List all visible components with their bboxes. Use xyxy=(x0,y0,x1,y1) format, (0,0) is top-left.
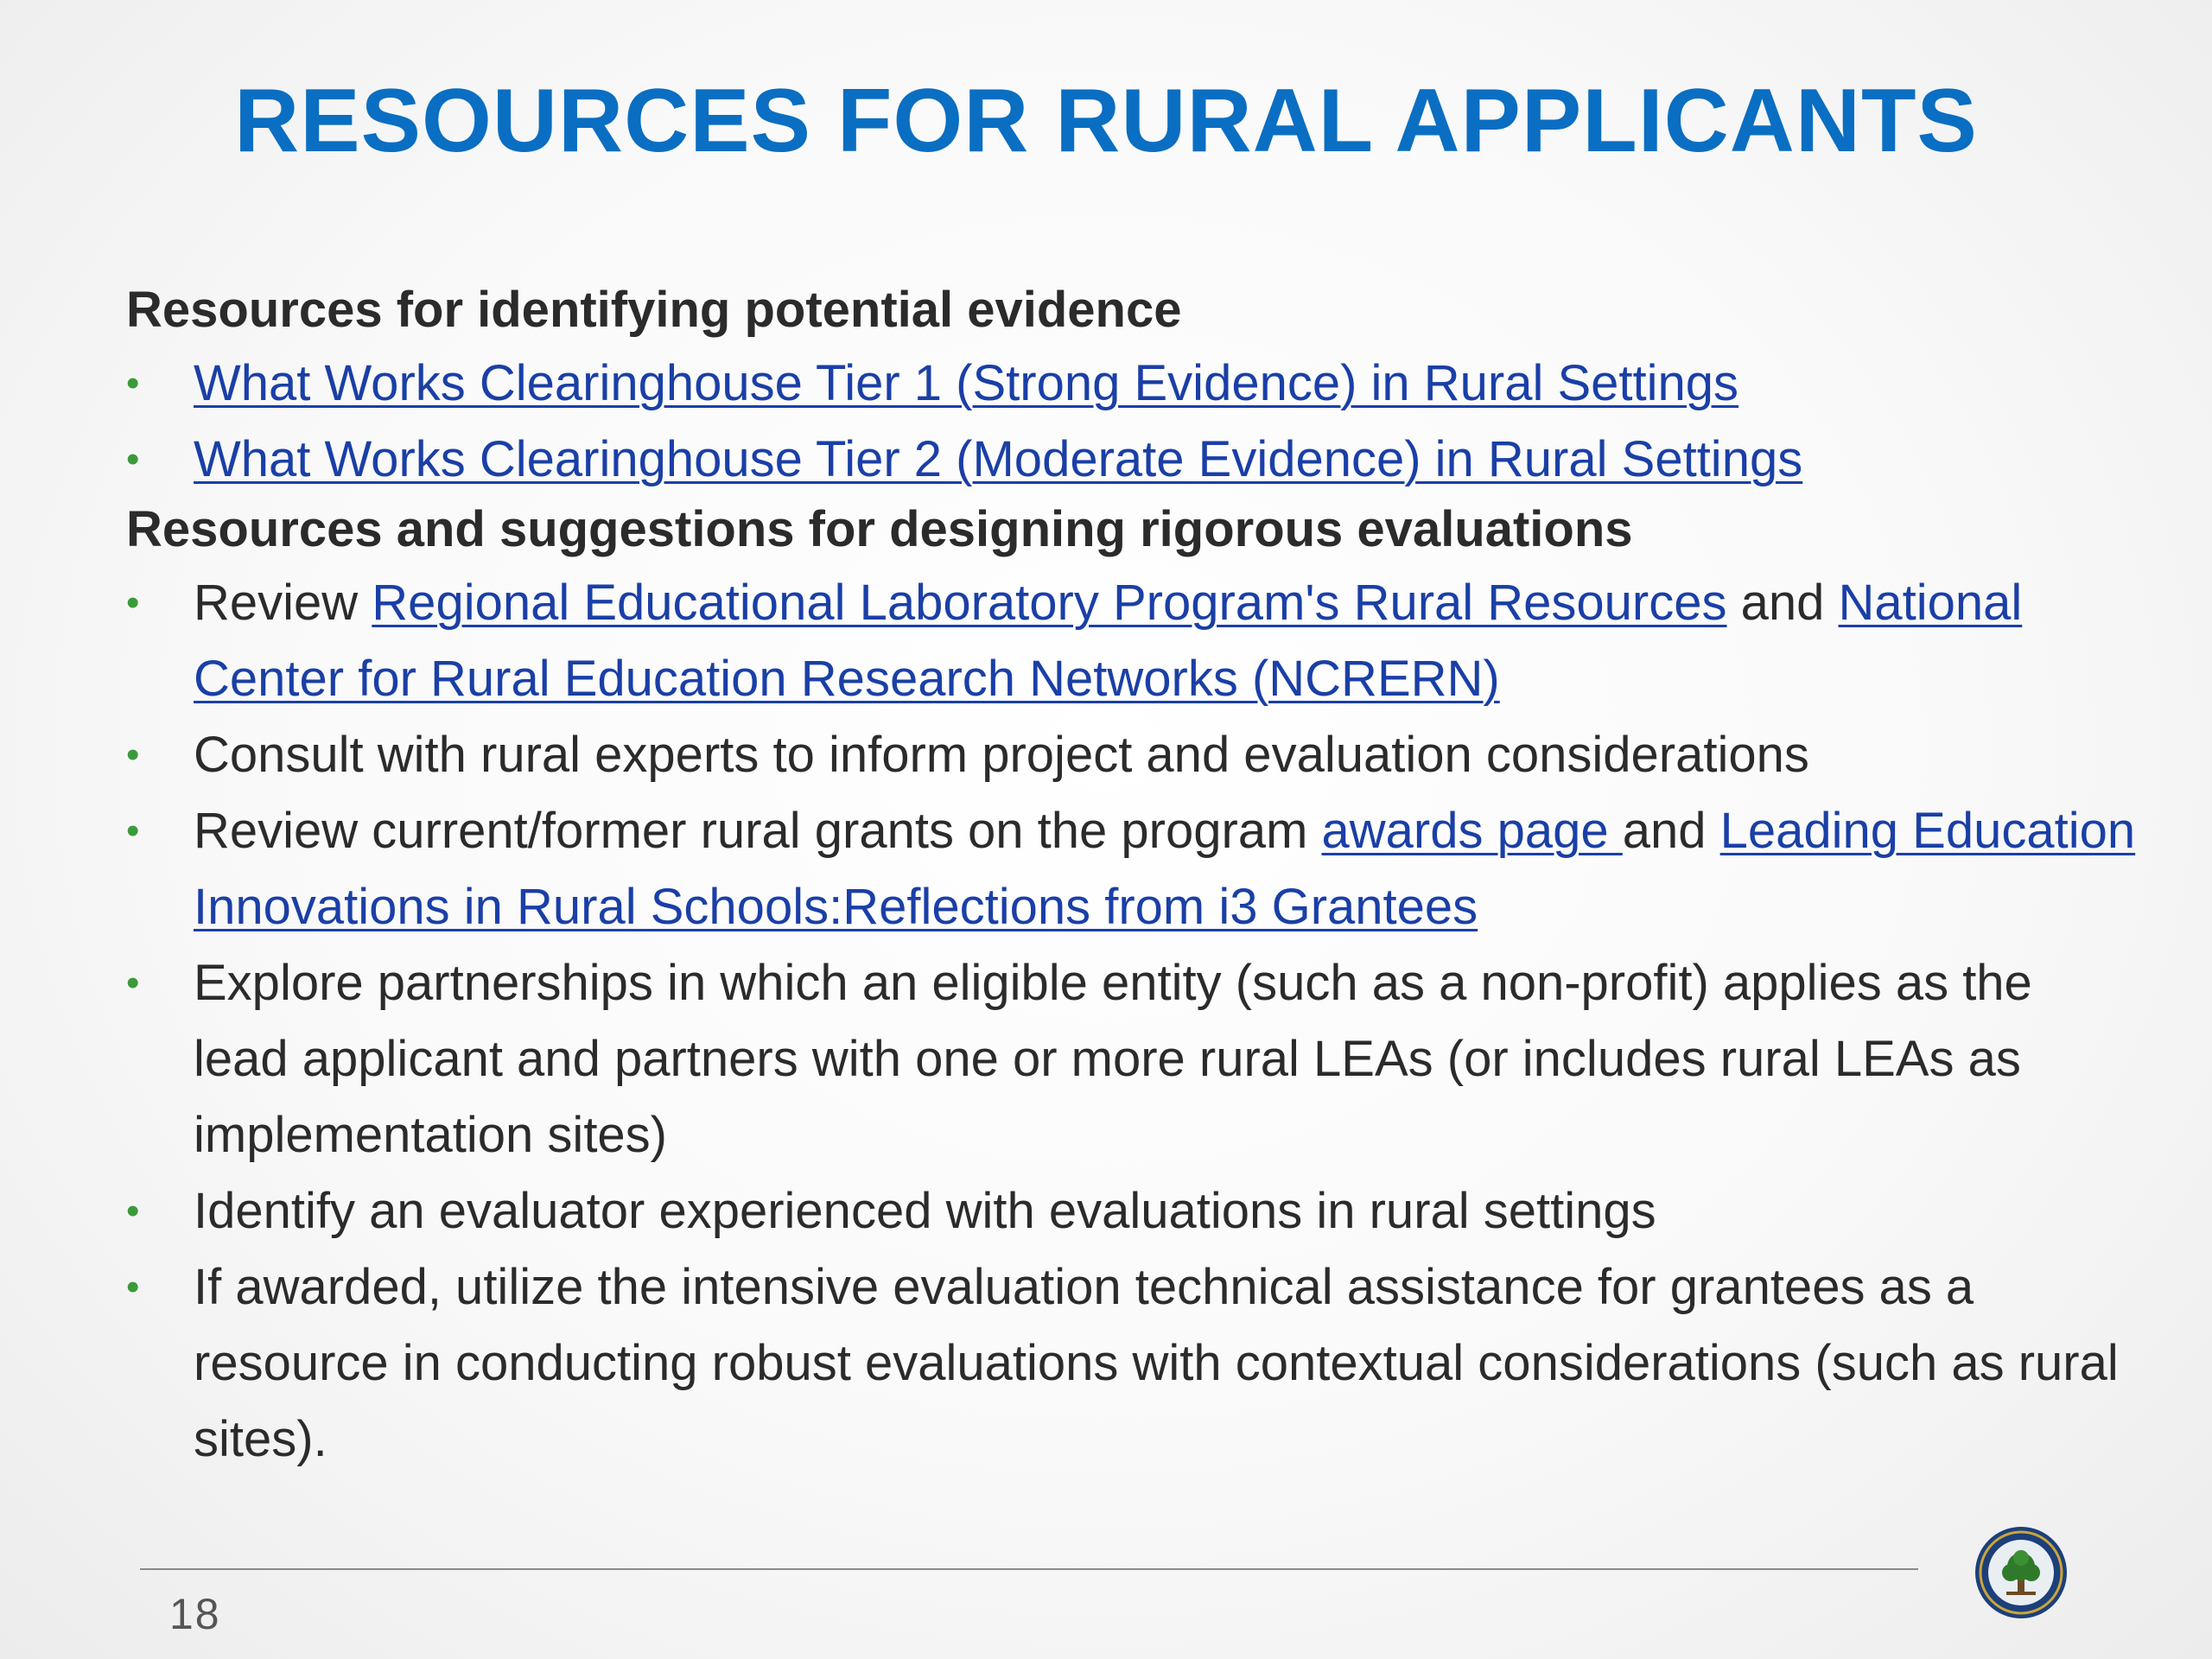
bullet-icon: • xyxy=(126,1190,140,1232)
item-text: Review current/former rural grants on the program xyxy=(194,803,1322,859)
item-text: If awarded, utilize the intensive evaluation technical assistance for grantees as a resource in conducting robust evaluations with contextual considerations (such as rural sites). xyxy=(194,1259,2119,1467)
slide-title: RESOURCES FOR RURAL APPLICANTS xyxy=(234,71,1978,171)
evidence-resources-list xyxy=(126,346,2139,498)
list-item xyxy=(126,422,2139,498)
item-text: Review xyxy=(194,575,372,631)
item-text: Identify an evaluator experienced with evaluations in rural settings xyxy=(194,1183,1656,1239)
list-item xyxy=(126,1249,2139,1478)
wwc-tier1-link[interactable]: What Works Clearinghouse Tier 1 (Strong Evidence) in Rural Settings xyxy=(194,355,1739,411)
awards-page-link[interactable]: awards page xyxy=(1321,803,1623,859)
bullet-icon: • xyxy=(126,810,140,852)
section-heading-evaluations: Resources and suggestions for designing rigorous evaluations xyxy=(126,501,1633,557)
footer-divider xyxy=(140,1568,1918,1570)
evaluation-suggestions-list xyxy=(126,565,2139,1478)
page-number: 18 xyxy=(169,1590,221,1638)
bullet-icon: • xyxy=(126,438,140,480)
list-item xyxy=(126,565,2139,717)
list-item xyxy=(126,346,2139,422)
slide-content xyxy=(126,275,2139,1478)
bullet-icon: • xyxy=(126,362,140,404)
list-item xyxy=(126,945,2139,1173)
list-item xyxy=(126,793,2139,945)
rel-rural-resources-link[interactable]: Regional Educational Laboratory Program's Rural Resources xyxy=(372,575,1727,631)
leading-education-innovations-link[interactable]: Leading Education Innovations in Rural Schools:Reflections from i3 Grantees xyxy=(194,803,2136,935)
department-of-education-seal-icon xyxy=(1974,1525,2069,1620)
item-text: Explore partnerships in which an eligible entity (such as a non-profit) applies as the lead applicant and partners with one or more rural LEAs (or includes rural LEAs as implementation sites) xyxy=(194,955,2032,1163)
item-text: and xyxy=(1622,803,1720,859)
item-text: Consult with rural experts to inform project and evaluation considerations xyxy=(194,727,1809,783)
ncrern-link[interactable]: National Center for Rural Education Research Networks (NCRERN) xyxy=(194,575,2023,707)
list-item xyxy=(126,1173,2139,1249)
bullet-icon: • xyxy=(126,962,140,1004)
list-item xyxy=(126,717,2139,793)
bullet-icon: • xyxy=(126,1266,140,1308)
bullet-icon: • xyxy=(126,582,140,624)
wwc-tier2-link[interactable]: What Works Clearinghouse Tier 2 (Moderate Evidence) in Rural Settings xyxy=(194,431,1803,487)
section-heading-evidence: Resources for identifying potential evidence xyxy=(126,282,1182,338)
item-text: and xyxy=(1726,575,1839,631)
bullet-icon: • xyxy=(126,734,140,776)
